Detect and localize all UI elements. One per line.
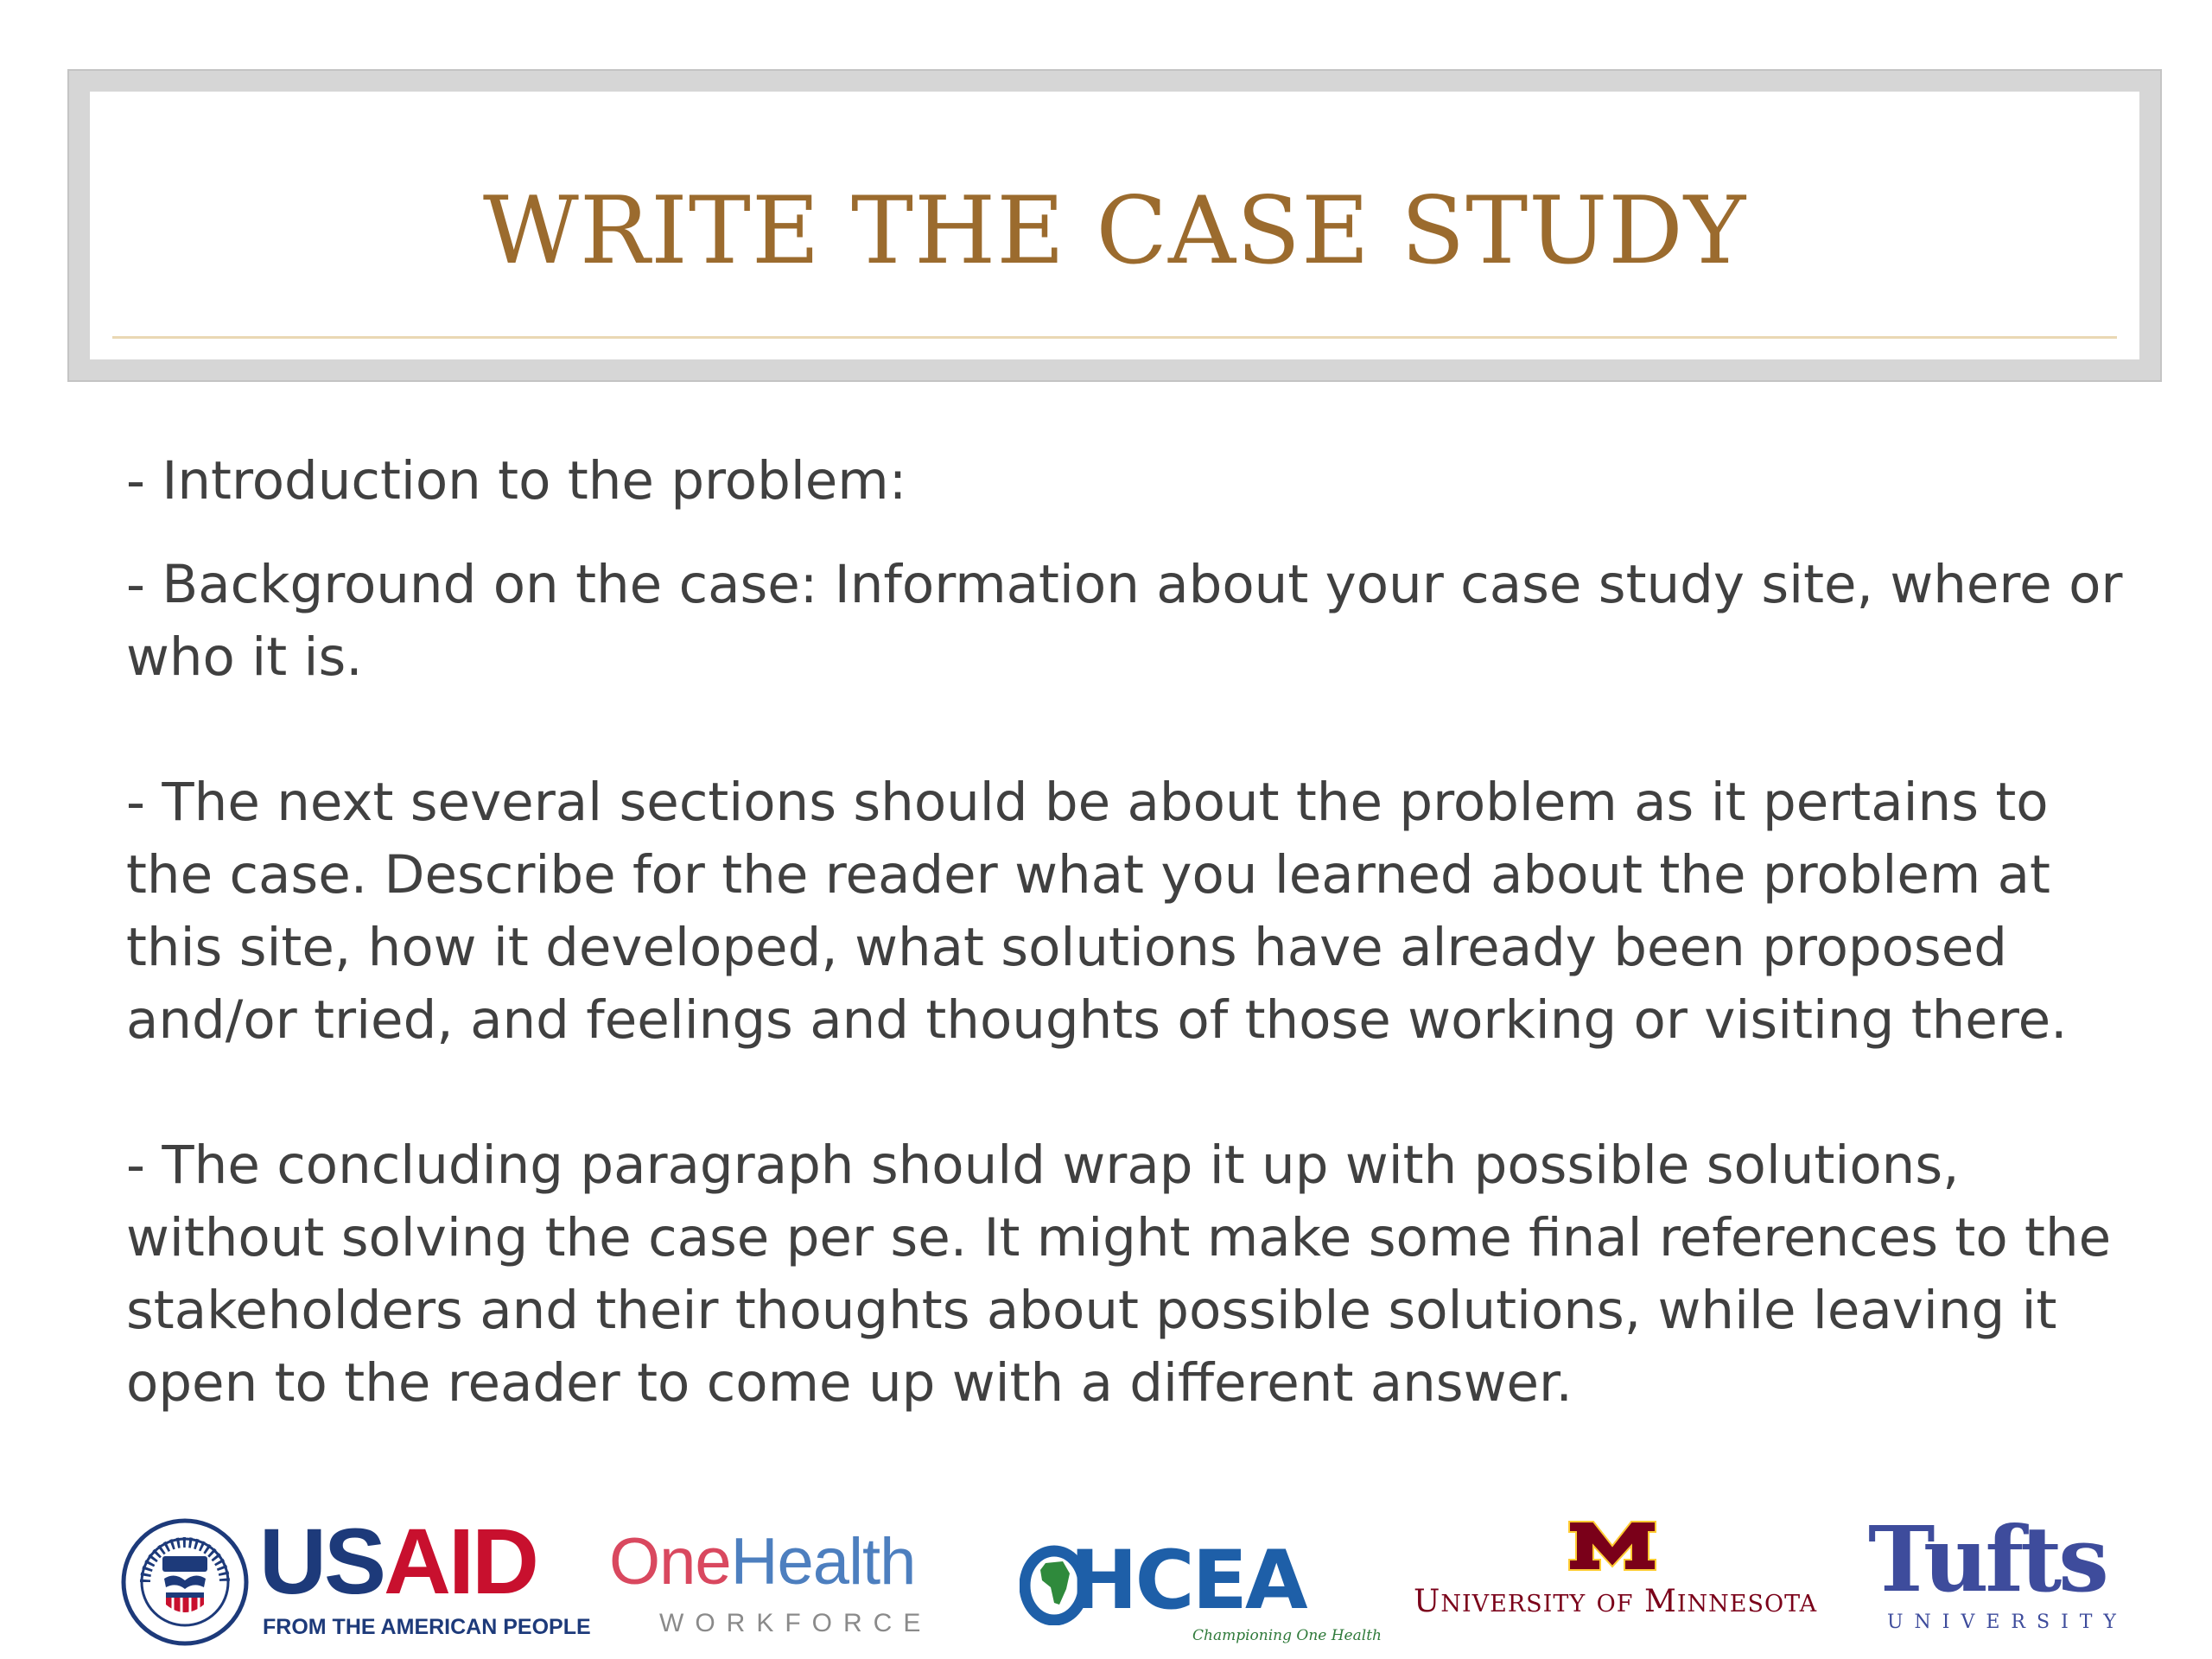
ohcea-wordmark: HCEA xyxy=(1070,1534,1306,1628)
slide-title: WRITE THE CASE STUDY xyxy=(482,177,1747,285)
slide-body xyxy=(126,445,2139,1482)
umn-wordmark: UNIVERSITY OF MINNESOTA xyxy=(1414,1584,1818,1619)
title-frame xyxy=(67,69,2162,382)
tufts-tagline: UNIVERSITY xyxy=(1887,1611,2127,1633)
block-m-icon xyxy=(1567,1516,1657,1572)
paragraph-sections: - The next several sections should be about the problem as it pertains to the case. Describe for the reader what you learned about the problem at this site, how it developed, what solutions have already been proposed and/or tried, and feelings and thoughts of those working or visiting there. xyxy=(126,772,2068,1051)
paragraph-conclusion: - The concluding paragraph should wrap it up with possible solutions, without solving the case per se. It might make some final references to the stakeholders and their thoughts about possible solutions, while leaving it open to the reader to come up with a different answer. xyxy=(126,1135,2112,1414)
title-panel xyxy=(90,92,2139,359)
spacer xyxy=(126,694,2139,766)
usaid-seal-icon xyxy=(121,1518,249,1646)
onehealth-wordmark: OneHealth xyxy=(609,1525,916,1599)
usaid-logo xyxy=(121,1509,591,1649)
ohcea-tagline: Championing One Health xyxy=(1192,1627,1382,1644)
onehealth-workforce-logo xyxy=(609,1525,972,1646)
university-of-minnesota-logo xyxy=(1414,1516,1818,1637)
usaid-wordmark: USAID xyxy=(259,1509,537,1613)
paragraph-introduction: - Introduction to the problem: xyxy=(126,450,907,512)
usaid-tagline: FROM THE AMERICAN PEOPLE xyxy=(263,1615,591,1639)
title-underline xyxy=(112,336,2117,339)
partner-logos xyxy=(0,1508,2212,1659)
onehealth-tagline: WORKFORCE xyxy=(659,1609,932,1637)
paragraph-background: - Background on the case: Information about your case study site, where or who it is. xyxy=(126,554,2123,688)
spacer xyxy=(126,518,2139,549)
tufts-university-logo xyxy=(1868,1506,2127,1644)
ohcea-logo xyxy=(1020,1534,1382,1653)
tufts-wordmark: Tufts xyxy=(1868,1506,2106,1612)
spacer xyxy=(126,1057,2139,1129)
